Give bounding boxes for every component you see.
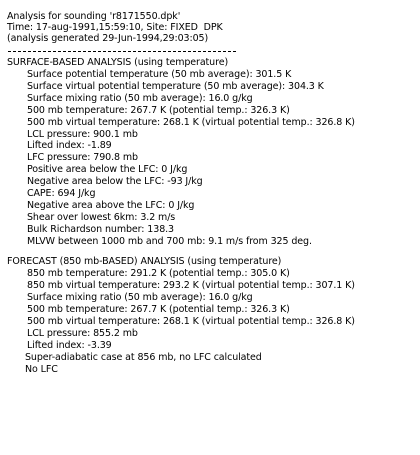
surface-line: 500 mb virtual temperature: 268.1 K (virtual potential temp.: 326.8 K): [27, 117, 355, 128]
surface-line: MLVW between 1000 mb and 700 mb: 9.1 m/s from 325 deg.: [27, 236, 312, 247]
surface-line: Positive area below the LFC: 0 J/kg: [27, 164, 188, 175]
report-generated: (analysis generated 29-Jun-1994,29:03:05): [7, 33, 209, 44]
forecast-note: Super-adiabatic case at 856 mb, no LFC calculated: [25, 352, 262, 363]
surface-line: Negative area below the LFC: -93 J/kg: [27, 176, 203, 187]
surface-section-heading: SURFACE-BASED ANALYSIS (using temperature): [7, 57, 229, 68]
forecast-note: No LFC: [25, 364, 58, 375]
surface-line: Surface mixing ratio (50 mb average): 16.0 g/kg: [27, 93, 253, 104]
surface-line: LCL pressure: 900.1 mb: [27, 129, 138, 140]
forecast-line: 850 mb virtual temperature: 293.2 K (virtual potential temp.: 307.1 K): [27, 280, 355, 291]
surface-line: 500 mb temperature: 267.7 K (potential temp.: 326.3 K): [27, 105, 290, 116]
forecast-line: Surface mixing ratio (50 mb average): 16.0 g/kg: [27, 292, 253, 303]
surface-line: Surface virtual potential temperature (50 mb average): 304.3 K: [27, 81, 324, 92]
surface-line: CAPE: 694 J/kg: [27, 188, 96, 199]
forecast-line: 500 mb virtual temperature: 268.1 K (virtual potential temp.: 326.8 K): [27, 316, 355, 327]
forecast-section-heading: FORECAST (850 mb-BASED) ANALYSIS (using temperature): [7, 256, 282, 267]
forecast-line: LCL pressure: 855.2 mb: [27, 328, 138, 339]
surface-line: LFC pressure: 790.8 mb: [27, 152, 138, 163]
surface-line: Shear over lowest 6km: 3.2 m/s: [27, 212, 176, 223]
report-time-site: Time: 17-aug-1991,15:59:10, Site: FIXED DPK: [7, 22, 223, 33]
separator-line: [8, 51, 236, 52]
surface-line: Bulk Richardson number: 138.3: [27, 224, 175, 235]
forecast-line: Lifted index: -3.39: [27, 340, 112, 351]
forecast-line: 850 mb temperature: 291.2 K (potential temp.: 305.0 K): [27, 268, 290, 279]
surface-line: Lifted index: -1.89: [27, 140, 112, 151]
report-title: Analysis for sounding 'r8171550.dpk': [7, 11, 181, 22]
forecast-line: 500 mb temperature: 267.7 K (potential temp.: 326.3 K): [27, 304, 290, 315]
surface-line: Surface potential temperature (50 mb average): 301.5 K: [27, 69, 292, 80]
surface-line: Negative area above the LFC: 0 J/kg: [27, 200, 195, 211]
